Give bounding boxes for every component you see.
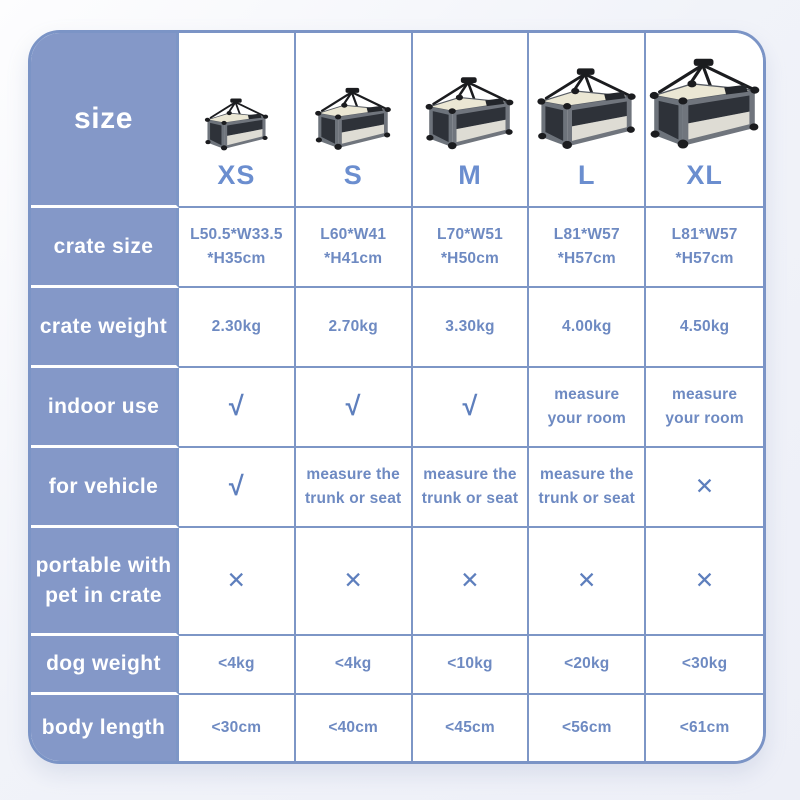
text-line: measure xyxy=(672,385,738,403)
cell-dog-weight-l xyxy=(529,636,646,695)
size-chart-table xyxy=(28,30,766,764)
size-label-xs: XS xyxy=(217,160,256,191)
text-line: measure xyxy=(554,385,620,403)
corner-header-size: size xyxy=(31,33,179,208)
size-label-xl: XL xyxy=(686,160,723,191)
text-line: pet in crate xyxy=(45,583,162,607)
size-column-header-l xyxy=(529,33,646,208)
text-line: L50.5*W33.5 xyxy=(190,225,283,243)
text-line: 3.30kg xyxy=(445,317,495,335)
cross-icon: ✕ xyxy=(694,567,715,594)
cell-crate-size-m xyxy=(413,208,530,288)
cell-portable-with-pet-in-crate-xs xyxy=(179,528,296,636)
size-column-header-xs xyxy=(179,33,296,208)
text-line: measure the xyxy=(540,465,634,483)
cell-indoor-use-m xyxy=(413,368,530,448)
cross-icon: ✕ xyxy=(460,567,480,594)
text-line: portable with xyxy=(35,554,172,578)
cell-crate-weight-xs xyxy=(179,288,296,368)
text-line: trunk or seat xyxy=(421,490,519,507)
cell-for-vehicle-xs xyxy=(179,448,296,528)
text-line: indoor use xyxy=(47,394,160,418)
cell-crate-size-l xyxy=(529,208,646,288)
text-line: <30kg xyxy=(681,655,728,673)
cell-crate-weight-s xyxy=(296,288,413,368)
cell-crate-weight-xl xyxy=(646,288,763,368)
cell-body-length-s xyxy=(296,695,413,761)
text-line: measure the xyxy=(423,465,517,483)
text-line: body length xyxy=(41,716,166,740)
text-line: your room xyxy=(547,410,627,427)
text-line: L81*W57 xyxy=(553,225,620,243)
cross-icon: ✕ xyxy=(694,473,715,500)
cell-crate-weight-l xyxy=(529,288,646,368)
text-line: your room xyxy=(665,410,744,427)
crate-image-xs xyxy=(202,97,271,153)
row-label-crate-size xyxy=(31,208,179,288)
check-icon: √ xyxy=(462,391,478,422)
crate-image-xl xyxy=(646,56,763,153)
cell-body-length-xl xyxy=(646,695,763,761)
size-column-header-m xyxy=(413,33,530,208)
text-line: trunk or seat xyxy=(304,490,402,507)
row-label-crate-weight xyxy=(31,288,179,368)
text-line: 2.30kg xyxy=(211,317,262,335)
text-line: measure the xyxy=(306,465,400,483)
cell-for-vehicle-s xyxy=(296,448,413,528)
text-line: *H57cm xyxy=(675,250,734,267)
cell-dog-weight-xs xyxy=(179,636,296,695)
text-line: 4.00kg xyxy=(562,317,612,335)
size-column-header-xl xyxy=(646,33,763,208)
cell-indoor-use-xs xyxy=(179,368,296,448)
cell-crate-weight-m xyxy=(413,288,530,368)
size-label-m: M xyxy=(458,160,482,191)
crate-image-l xyxy=(533,66,640,153)
cross-icon: ✕ xyxy=(577,567,597,594)
row-label-for-vehicle xyxy=(31,448,179,528)
size-label-l: L xyxy=(578,160,596,191)
cell-for-vehicle-m xyxy=(413,448,530,528)
text-line: <4kg xyxy=(334,655,372,673)
cross-icon: ✕ xyxy=(343,567,363,594)
text-line: crate size xyxy=(53,234,154,258)
text-line: 2.70kg xyxy=(328,317,378,335)
crate-image-m xyxy=(422,75,517,153)
cell-body-length-xs xyxy=(179,695,296,761)
text-line: <56cm xyxy=(561,718,612,736)
text-line: 4.50kg xyxy=(679,317,730,335)
cell-crate-size-xl xyxy=(646,208,763,288)
cross-icon: ✕ xyxy=(226,567,247,594)
text-line: <30cm xyxy=(211,718,262,736)
text-line: L60*W41 xyxy=(320,225,387,243)
cell-dog-weight-xl xyxy=(646,636,763,695)
text-line: <61cm xyxy=(679,718,730,736)
text-line: for vehicle xyxy=(48,474,159,498)
text-line: crate weight xyxy=(39,314,168,338)
text-line: *H41cm xyxy=(324,250,383,267)
cell-indoor-use-l xyxy=(529,368,646,448)
cell-dog-weight-s xyxy=(296,636,413,695)
text-line: <10kg xyxy=(447,655,493,673)
text-line: L81*W57 xyxy=(671,225,738,243)
cell-portable-with-pet-in-crate-l xyxy=(529,528,646,636)
text-line: <40cm xyxy=(328,718,379,736)
text-line: <45cm xyxy=(445,718,495,736)
cell-dog-weight-m xyxy=(413,636,530,695)
text-line: <20kg xyxy=(564,655,610,673)
cell-indoor-use-s xyxy=(296,368,413,448)
cell-crate-size-s xyxy=(296,208,413,288)
cell-indoor-use-xl xyxy=(646,368,763,448)
size-column-header-s xyxy=(296,33,413,208)
cell-crate-size-xs xyxy=(179,208,296,288)
text-line: trunk or seat xyxy=(538,490,636,507)
row-label-indoor-use xyxy=(31,368,179,448)
text-line: <4kg xyxy=(218,655,255,673)
crate-image-s xyxy=(312,86,394,153)
text-line: dog weight xyxy=(46,652,161,676)
text-line: *H35cm xyxy=(207,250,266,267)
row-label-portable-with-pet-in-crate xyxy=(31,528,179,636)
cell-portable-with-pet-in-crate-m xyxy=(413,528,530,636)
text-line: *H50cm xyxy=(440,250,500,267)
check-icon: √ xyxy=(228,391,244,422)
cell-for-vehicle-l xyxy=(529,448,646,528)
row-label-body-length xyxy=(31,695,179,761)
cell-portable-with-pet-in-crate-s xyxy=(296,528,413,636)
cell-body-length-l xyxy=(529,695,646,761)
cell-portable-with-pet-in-crate-xl xyxy=(646,528,763,636)
row-label-dog-weight xyxy=(31,636,179,695)
check-icon: √ xyxy=(345,391,361,422)
text-line: L70*W51 xyxy=(436,225,503,243)
size-label-s: S xyxy=(343,160,363,191)
cell-body-length-m xyxy=(413,695,530,761)
cell-for-vehicle-xl xyxy=(646,448,763,528)
check-icon: √ xyxy=(228,471,244,502)
text-line: *H57cm xyxy=(557,250,616,267)
